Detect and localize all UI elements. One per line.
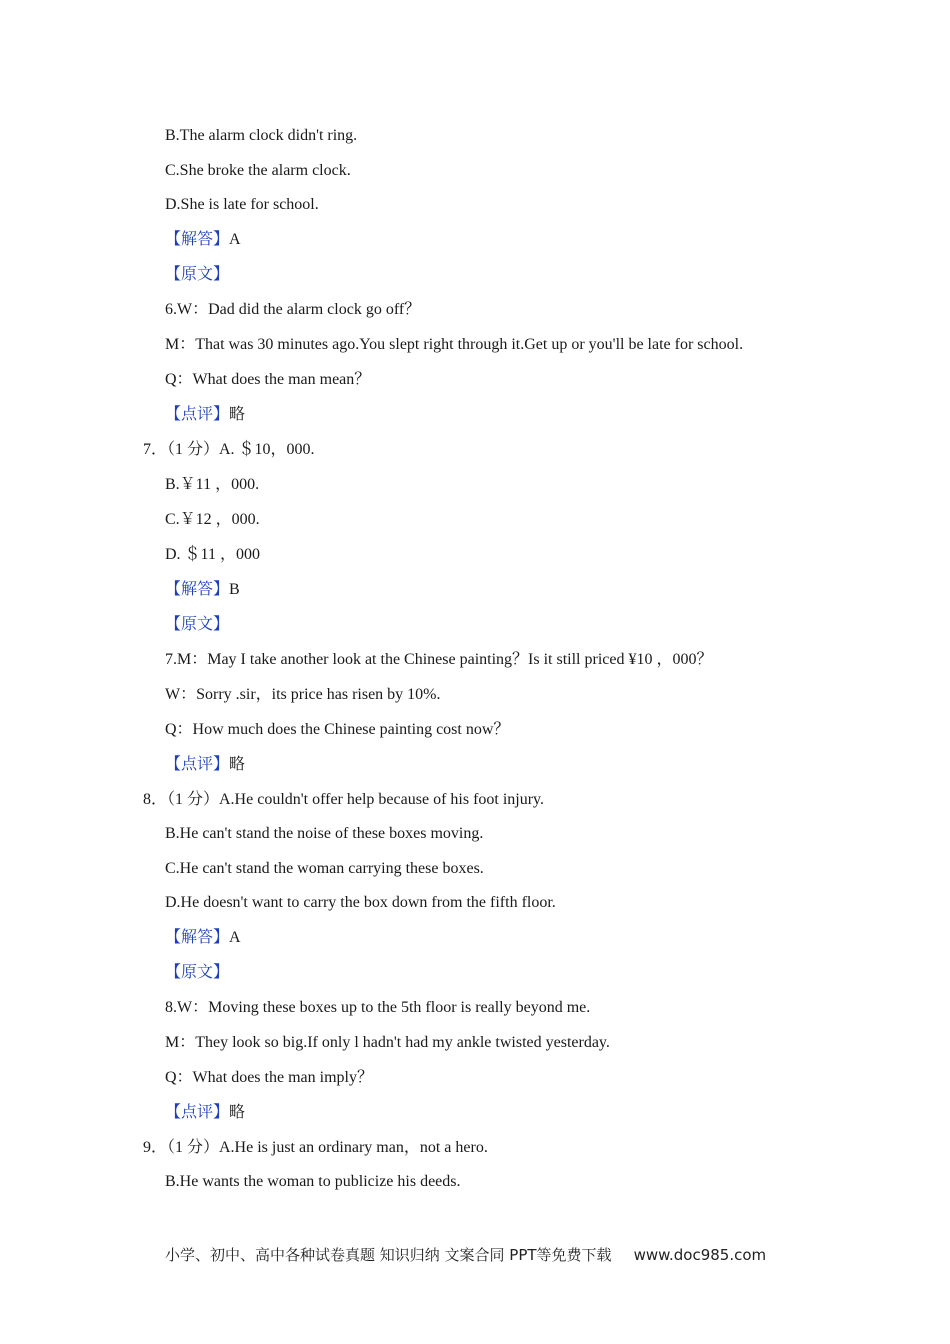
- option-b: B.He can't stand the noise of these boxes moving.: [165, 825, 484, 842]
- option-d: D.He doesn't want to carry the box down from the fifth floor.: [165, 894, 556, 911]
- option-c: C.He can't stand the woman carrying these boxes.: [165, 860, 484, 877]
- footer-site: www.doc985.com: [633, 1246, 767, 1264]
- answer-line: [165, 230, 241, 250]
- answer-value: A: [229, 929, 241, 946]
- transcript-line: 7.M：May I take another look at the Chinese painting？Is it still priced ¥10 ，000？: [165, 651, 713, 668]
- transcript-line: Q：What does the man mean？: [165, 371, 371, 388]
- comment-line: [165, 1103, 245, 1123]
- answer-tag: 【解答】: [165, 231, 230, 248]
- transcript-heading: [165, 265, 229, 285]
- page-footer: [165, 1244, 766, 1265]
- transcript-line: M：That was 30 minutes ago.You slept right through it.Get up or you'll be late for school.: [165, 336, 744, 353]
- answer-tag: 【解答】: [165, 929, 230, 946]
- question-7: 7．（1 分）A. ＄10，000.: [143, 441, 315, 458]
- question-9: 9．（1 分）A.He is just an ordinary man，not a hero.: [143, 1139, 488, 1156]
- answer-line: [165, 928, 241, 948]
- answer-line: [165, 580, 240, 600]
- transcript-heading: [165, 963, 229, 983]
- comment-value: 略: [229, 1104, 246, 1121]
- comment-value: 略: [229, 756, 246, 773]
- answer-value: A: [229, 231, 241, 248]
- comment-value: 略: [229, 406, 246, 423]
- option-d: D. ＄11 ，000: [165, 546, 260, 563]
- option-b: B.The alarm clock didn't ring.: [165, 127, 358, 144]
- answer-tag: 【解答】: [165, 581, 230, 598]
- transcript-line: 6.W：Dad did the alarm clock go off？: [165, 301, 421, 318]
- option-b: B.He wants the woman to publicize his deeds.: [165, 1173, 461, 1190]
- transcript-line: W：Sorry .sir，its price has risen by 10%.: [165, 686, 441, 703]
- option-b: B.￥11 ，000.: [165, 476, 260, 493]
- transcript-line: M：They look so big.If only l hadn't had my ankle twisted yesterday.: [165, 1034, 610, 1051]
- comment-tag: 【点评】: [165, 1104, 230, 1121]
- transcript-line: Q：What does the man imply？: [165, 1069, 373, 1086]
- comment-tag: 【点评】: [165, 756, 230, 773]
- answer-value: B: [229, 581, 240, 598]
- question-8: 8．（1 分）A.He couldn't offer help because of his foot injury.: [143, 791, 545, 808]
- transcript-tag: 【原文】: [165, 266, 230, 283]
- footer-text: 小学、初中、高中各种试卷真题 知识归纳 文案合同 PPT等免费下载: [165, 1246, 612, 1264]
- comment-line: [165, 755, 245, 775]
- transcript-line: 8.W：Moving these boxes up to the 5th floor is really beyond me.: [165, 999, 591, 1016]
- option-c: C.She broke the alarm clock.: [165, 162, 351, 179]
- transcript-tag: 【原文】: [165, 616, 230, 633]
- comment-tag: 【点评】: [165, 406, 230, 423]
- transcript-heading: [165, 615, 229, 635]
- transcript-tag: 【原文】: [165, 964, 230, 981]
- comment-line: [165, 405, 245, 425]
- option-c: C.￥12 ，000.: [165, 511, 260, 528]
- transcript-line: Q：How much does the Chinese painting cost now？: [165, 721, 510, 738]
- option-d: D.She is late for school.: [165, 196, 319, 213]
